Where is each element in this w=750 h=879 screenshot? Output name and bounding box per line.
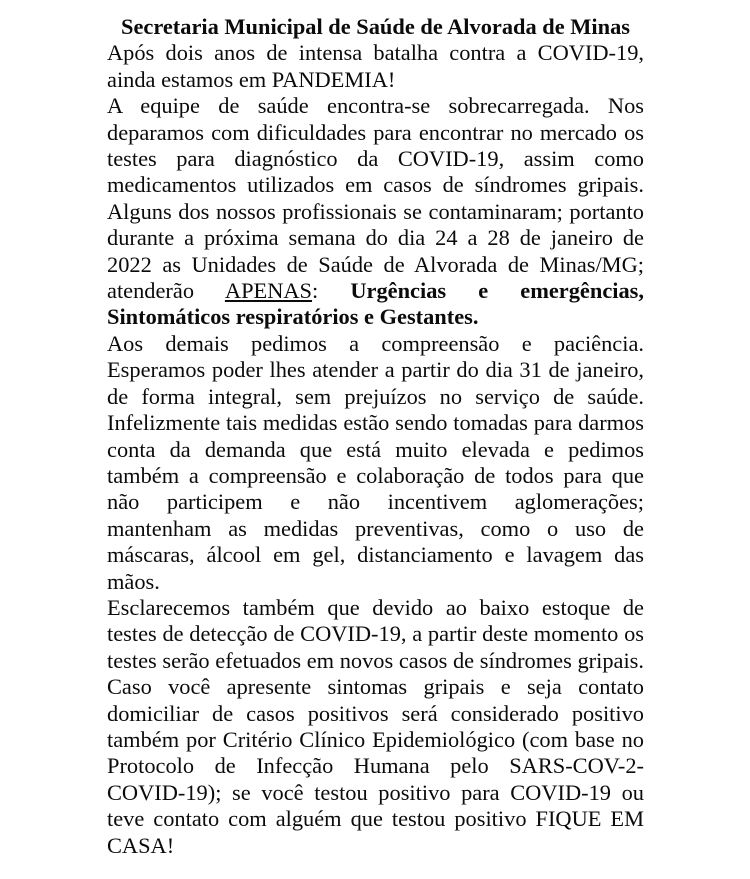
- paragraph-pandemia-intro: [107, 40, 644, 93]
- paragraph-equipe-sobrecarregada: [107, 93, 644, 331]
- text-segment-bold: Urgências e emergências, Sintomáticos respiratórios e Gestantes.: [107, 278, 644, 330]
- document-body: [107, 40, 644, 859]
- text-segment-normal: Após dois anos de intensa batalha contra a COVID-19, ainda estamos em PANDEMIA!: [107, 40, 644, 92]
- paragraph-compreensao-paciencia: [107, 331, 644, 595]
- text-segment-normal: Esclarecemos também que devido ao baixo estoque de testes de detecção de COVID-19, a partir deste momento os testes serão efetuados em novos casos de síndromes gripais. Caso você apresente sintomas gripais e seja contato domiciliar de casos positivos será considerado positivo também por Critério Clínico Epidemiológico (com base no Protocolo de Infecção Humana pelo SARS-COV-2-COVID-19); se você testou positivo para COVID-19 ou teve contato com alguém que testou positivo FIQUE EM CASA!: [107, 594, 644, 858]
- document-title: Secretaria Municipal de Saúde de Alvorada de Minas: [121, 14, 630, 39]
- paragraph-estoque-testes: [107, 595, 644, 859]
- text-segment-normal: :: [312, 278, 351, 304]
- text-segment-normal: A equipe de saúde encontra-se sobrecarregada. Nos deparamos com dificuldades para encontrar no mercado os testes para diagnóstico da COVID-19, assim como medicamentos utilizados em casos de síndromes gripais. Alguns dos nossos profissionais se contaminaram; portanto durante a próxima semana do dia 24 a 28 de janeiro de 2022 as Unidades de Saúde de Alvorada de Minas/MG; atenderão: [107, 93, 644, 304]
- text-column: [107, 14, 644, 859]
- text-segment-normal: Aos demais pedimos a compreensão e paciência. Esperamos poder lhes atender a partir do dia 31 de janeiro, de forma integral, sem prejuízos no serviço de saúde. Infelizmente tais medidas estão sendo tomadas para darmos conta da demanda que está muito elevada e pedimos também a compreensão e colaboração de todos para que não participem e não incentivem aglomerações; mantenham as medidas preventivas, como o uso de máscaras, álcool em gel, distanciamento e lavagem das mãos.: [107, 330, 644, 594]
- text-segment-underline: APENAS: [224, 278, 312, 304]
